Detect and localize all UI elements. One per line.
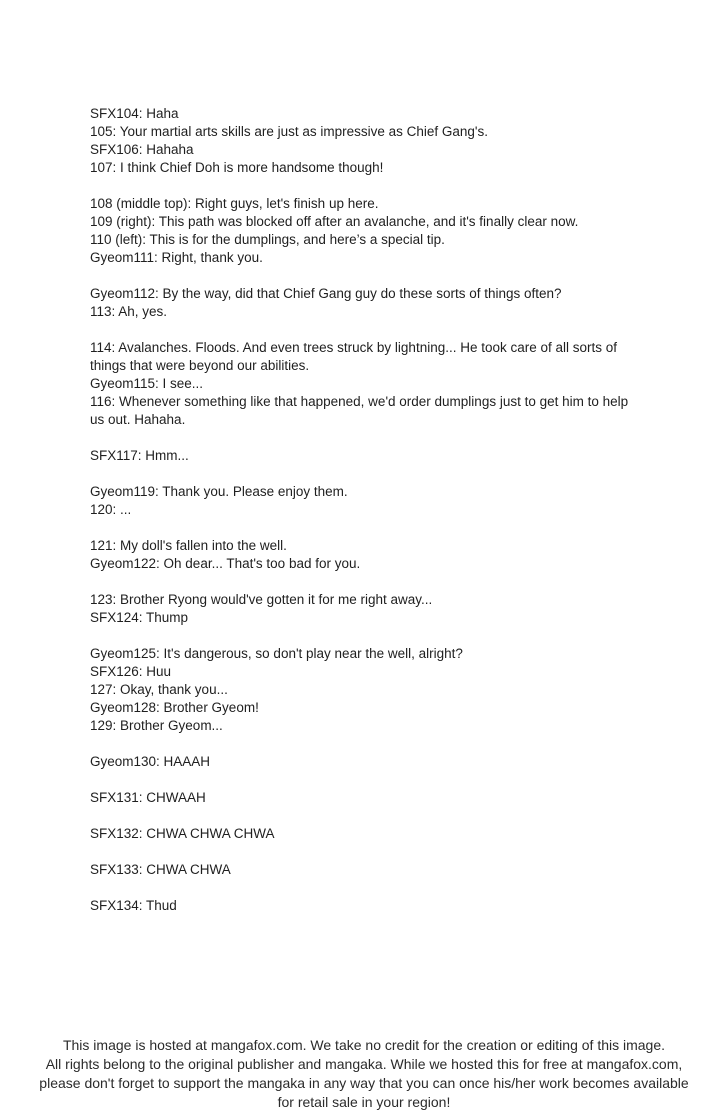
script-line: Gyeom122: Oh dear... That's too bad for you. — [90, 556, 361, 571]
script-line: SFX126: Huu — [90, 664, 172, 679]
script-line: Gyeom115: I see... — [90, 376, 204, 391]
script-line: Gyeom111: Right, thank you. — [90, 250, 263, 265]
script-blank-line — [90, 771, 690, 789]
script-line: Gyeom130: HAAAH — [90, 754, 211, 769]
script-line: 109 (right): This path was blocked off after an avalanche, and it's finally clear now. — [90, 214, 579, 229]
script-line: 120: ... — [90, 502, 132, 517]
script-line: 116: Whenever something like that happened, we'd order dumplings just to get him to help — [90, 394, 629, 409]
script-line: Gyeom125: It's dangerous, so don't play near the well, alright? — [90, 646, 463, 661]
script-line: SFX132: CHWA CHWA CHWA — [90, 826, 275, 841]
footer-disclaimer — [0, 1036, 728, 1112]
footer-line: for retail sale in your region! — [277, 1094, 451, 1110]
script-line: SFX134: Thud — [90, 898, 177, 913]
script-blank-line — [90, 429, 690, 447]
script-line: things that were beyond our abilities. — [90, 358, 310, 373]
script-blank-line — [90, 573, 690, 591]
script-line: 121: My doll's fallen into the well. — [90, 538, 287, 553]
script-line: SFX117: Hmm... — [90, 448, 189, 463]
script-blank-line — [90, 267, 690, 285]
script-line: SFX133: CHWA CHWA — [90, 862, 231, 877]
script-line: SFX124: Thump — [90, 610, 189, 625]
script-blank-line — [90, 321, 690, 339]
script-line: 113: Ah, yes. — [90, 304, 168, 319]
script-line: 108 (middle top): Right guys, let's finish up here. — [90, 196, 379, 211]
script-line: Gyeom128: Brother Gyeom! — [90, 700, 259, 715]
script-line: SFX104: Haha — [90, 106, 179, 121]
script-line: 123: Brother Ryong would've gotten it for me right away... — [90, 592, 433, 607]
script-line: SFX131: CHWAAH — [90, 790, 206, 805]
footer-line: This image is hosted at mangafox.com. We take no credit for the creation or editing of this image. — [62, 1037, 666, 1053]
script-blank-line — [90, 177, 690, 195]
script-line: 127: Okay, thank you... — [90, 682, 228, 697]
script-blank-line — [90, 519, 690, 537]
script-line: Gyeom119: Thank you. Please enjoy them. — [90, 484, 348, 499]
script-line: SFX106: Hahaha — [90, 142, 194, 157]
script-text — [90, 105, 690, 915]
script-line: 105: Your martial arts skills are just as impressive as Chief Gang's. — [90, 124, 488, 139]
script-blank-line — [90, 735, 690, 753]
script-blank-line — [90, 627, 690, 645]
script-line: 107: I think Chief Doh is more handsome though! — [90, 160, 384, 175]
script-blank-line — [90, 843, 690, 861]
script-blank-line — [90, 465, 690, 483]
script-blank-line — [90, 807, 690, 825]
footer-line: please don't forget to support the mangaka in any way that you can once his/her work becomes available — [39, 1075, 689, 1091]
script-line: us out. Hahaha. — [90, 412, 186, 427]
script-line: Gyeom112: By the way, did that Chief Gang guy do these sorts of things often? — [90, 286, 562, 301]
script-line: 129: Brother Gyeom... — [90, 718, 223, 733]
script-blank-line — [90, 879, 690, 897]
script-line: 110 (left): This is for the dumplings, and here’s a special tip. — [90, 232, 445, 247]
footer-line: All rights belong to the original publisher and mangaka. While we hosted this for free at mangafox.com, — [45, 1056, 683, 1072]
script-line: 114: Avalanches. Floods. And even trees struck by lightning... He took care of all sorts of — [90, 340, 618, 355]
